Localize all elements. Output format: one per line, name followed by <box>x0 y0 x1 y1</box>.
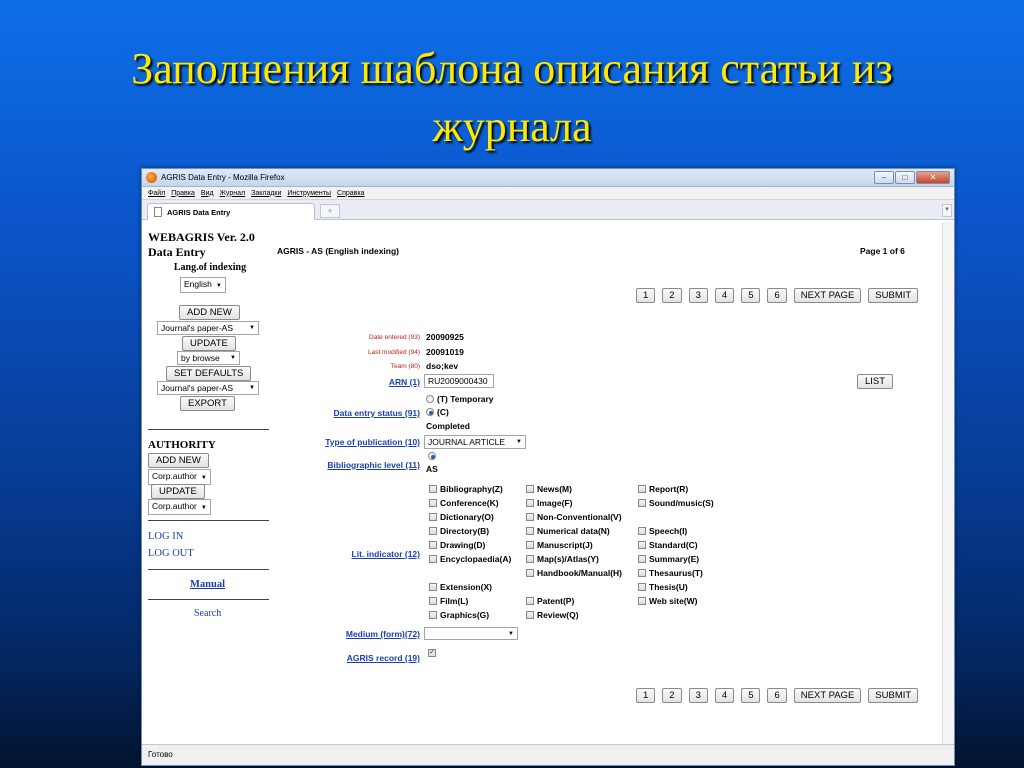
page-navigation-top <box>636 288 918 303</box>
lit-conference[interactable]: Conference(K) <box>429 498 499 508</box>
page-5-button[interactable]: 5 <box>741 288 760 303</box>
main-form <box>270 222 954 743</box>
checkbox[interactable] <box>638 569 646 577</box>
sidebar <box>142 222 270 743</box>
checkbox[interactable] <box>526 611 534 619</box>
arn-input[interactable]: RU2009000430 <box>424 374 494 388</box>
menu-view[interactable]: Вид <box>200 189 214 197</box>
menu-tools[interactable]: Инструменты <box>287 189 332 197</box>
lit-extension[interactable]: Extension(X) <box>429 582 492 592</box>
page-6-button-bottom[interactable]: 6 <box>767 688 786 703</box>
page-6-button[interactable]: 6 <box>767 288 786 303</box>
lit-image[interactable]: Image(F) <box>526 498 572 508</box>
slide-title-line1: Заполнения шаблона описания статьи из <box>131 44 893 93</box>
lang-select[interactable]: English ▼ <box>180 277 226 293</box>
minimize-button[interactable]: – <box>874 171 894 184</box>
bibliographic-level-value: AS <box>426 464 438 474</box>
checkbox[interactable] <box>638 527 646 535</box>
submit-button[interactable]: SUBMIT <box>868 288 918 303</box>
team-value: dso;kev <box>426 361 459 371</box>
type-of-publication-select[interactable]: JOURNAL ARTICLE ▼ <box>424 435 526 449</box>
next-page-button[interactable]: NEXT PAGE <box>794 288 862 303</box>
lit-non-conventional[interactable]: Non-Conventional(V) <box>526 512 622 522</box>
page-1-button-bottom[interactable]: 1 <box>636 688 655 703</box>
vertical-scrollbar[interactable] <box>942 222 954 746</box>
window-titlebar <box>142 169 954 187</box>
medium-form-label[interactable]: Medium (form)(72) <box>345 629 420 639</box>
menu-edit[interactable]: Правка <box>171 189 195 197</box>
page-icon <box>154 207 162 217</box>
update-button[interactable]: UPDATE <box>182 336 236 351</box>
type-of-publication-label[interactable]: Type of publication (10) <box>325 437 420 447</box>
agris-record-label[interactable]: AGRIS record (19) <box>346 653 420 663</box>
menu-bar <box>142 187 954 200</box>
menu-bookmarks[interactable]: Закладки <box>251 189 282 197</box>
browse-select[interactable]: by browse ▼ <box>177 351 240 365</box>
lit-report[interactable]: Report(R) <box>638 484 688 494</box>
checkbox[interactable] <box>429 611 437 619</box>
authority-heading: AUTHORITY <box>148 439 216 451</box>
arn-label[interactable]: ARN (1) <box>388 377 420 387</box>
lit-thesis[interactable]: Thesis(U) <box>638 582 688 592</box>
lit-manuscript[interactable]: Manuscript(J) <box>526 540 593 550</box>
submit-button-bottom[interactable]: SUBMIT <box>868 688 918 703</box>
next-page-button-bottom[interactable]: NEXT PAGE <box>794 688 862 703</box>
checkbox[interactable] <box>429 541 437 549</box>
checkbox[interactable] <box>526 569 534 577</box>
page-5-button-bottom[interactable]: 5 <box>741 688 760 703</box>
page-4-button-bottom[interactable]: 4 <box>715 688 734 703</box>
lit-sound-music[interactable]: Sound/music(S) <box>638 498 714 508</box>
menu-help[interactable]: Справка <box>337 189 365 197</box>
medium-form-select[interactable]: ▼ <box>424 627 518 640</box>
page-1-button[interactable]: 1 <box>636 288 655 303</box>
checkbox[interactable] <box>526 485 534 493</box>
sidebar-divider-3 <box>148 569 269 570</box>
sidebar-divider-4 <box>148 599 269 600</box>
bibliographic-level-label[interactable]: Bibliographic level (11) <box>327 460 420 470</box>
checkbox[interactable] <box>638 499 646 507</box>
radio-temporary[interactable] <box>426 395 434 403</box>
lit-drawing[interactable]: Drawing(D) <box>429 540 485 550</box>
checkbox[interactable] <box>638 583 646 591</box>
last-modified-label: Last modified (94) <box>367 349 420 356</box>
set-defaults-button[interactable]: SET DEFAULTS <box>166 366 251 381</box>
lit-review[interactable]: Review(Q) <box>526 610 579 620</box>
lit-indicator-label[interactable]: Lit. indicator (12) <box>351 549 420 559</box>
checkbox[interactable] <box>429 583 437 591</box>
log-out-link[interactable]: LOG OUT <box>148 548 194 559</box>
lit-handbook-manual[interactable]: Handbook/Manual(H) <box>526 568 622 578</box>
lit-thesaurus[interactable]: Thesaurus(T) <box>638 568 703 578</box>
lit-standard[interactable]: Standard(C) <box>638 540 698 550</box>
page-4-button[interactable]: 4 <box>715 288 734 303</box>
lit-encyclopaedia[interactable]: Encyclopaedia(A) <box>429 554 511 564</box>
date-entered-label: Date entered (93) <box>369 334 420 341</box>
app-subtitle: Data Entry <box>148 245 206 259</box>
last-modified-value: 20091019 <box>426 347 464 357</box>
menu-file[interactable]: Файл <box>148 189 166 197</box>
form-header: AGRIS - AS (English indexing) <box>277 246 399 256</box>
checkbox[interactable] <box>526 499 534 507</box>
checkbox[interactable] <box>638 541 646 549</box>
sidebar-divider-2 <box>148 520 269 521</box>
slide-title-line2: журнала <box>432 102 592 151</box>
new-tab-button[interactable]: + <box>320 204 340 218</box>
lang-label: Lang.of indexing <box>173 262 247 273</box>
tab-list-dropdown[interactable]: ▾ <box>942 204 952 217</box>
team-label: Team (80) <box>390 363 420 370</box>
status-completed-option[interactable]: (C) <box>426 407 449 417</box>
date-entered-value: 20090925 <box>426 332 464 342</box>
browser-window <box>141 168 955 766</box>
checkbox[interactable] <box>429 527 437 535</box>
data-entry-status-label[interactable]: Data entry status (91) <box>333 408 420 418</box>
list-button[interactable]: LIST <box>857 374 893 389</box>
checkbox[interactable] <box>429 555 437 563</box>
log-in-link[interactable]: LOG IN <box>148 531 184 542</box>
lit-summary[interactable]: Summary(E) <box>638 554 699 564</box>
bib-level-radio[interactable] <box>428 452 436 460</box>
authority-select-1[interactable]: Corp.author ▼ <box>148 469 211 485</box>
authority-update-button[interactable]: UPDATE <box>151 484 205 499</box>
agris-record-checkbox[interactable]: ✓ <box>429 649 435 656</box>
lit-dictionary[interactable]: Dictionary(O) <box>429 512 494 522</box>
search-link[interactable]: Search <box>194 608 222 619</box>
status-bar <box>142 744 954 765</box>
checkbox[interactable] <box>526 541 534 549</box>
export-button[interactable]: EXPORT <box>180 396 235 411</box>
lit-directory[interactable]: Directory(B) <box>429 526 489 536</box>
window-title: AGRIS Data Entry - Mozilla Firefox <box>161 173 285 182</box>
status-temporary-option[interactable]: (T) Temporary <box>426 394 494 404</box>
lit-graphics[interactable]: Graphics(G) <box>429 610 489 620</box>
checkbox[interactable] <box>526 513 534 521</box>
tab-label: AGRIS Data Entry <box>167 207 231 217</box>
authority-add-new-button[interactable]: ADD NEW <box>148 453 209 468</box>
checkbox[interactable] <box>429 485 437 493</box>
lit-speech[interactable]: Speech(I) <box>638 526 687 536</box>
manual-link[interactable]: Manual <box>190 579 226 590</box>
page-3-button[interactable]: 3 <box>689 288 708 303</box>
close-button[interactable]: ✕ <box>916 171 950 184</box>
agris-record-checkbox-wrap[interactable] <box>428 645 439 657</box>
lit-news[interactable]: News(M) <box>526 484 572 494</box>
menu-history[interactable]: Журнал <box>219 189 246 197</box>
tab-agris-data-entry[interactable] <box>147 203 315 220</box>
bib-level-radio-wrap[interactable] <box>428 451 439 461</box>
tab-bar <box>142 200 954 220</box>
page-navigation-bottom <box>636 688 918 703</box>
app-title: WEBAGRIS Ver. 2.0 <box>148 230 255 244</box>
checkbox[interactable] <box>526 555 534 563</box>
lit-film[interactable]: Film(L) <box>429 596 468 606</box>
status-text: Готово <box>148 750 173 759</box>
maximize-button[interactable]: □ <box>895 171 915 184</box>
lit-bibliography[interactable]: Bibliography(Z) <box>429 484 503 494</box>
lit-patent[interactable]: Patent(P) <box>526 596 574 606</box>
checkbox[interactable] <box>638 555 646 563</box>
page-2-button-bottom[interactable]: 2 <box>662 688 681 703</box>
lit-maps-atlas[interactable]: Map(s)/Atlas(Y) <box>526 554 599 564</box>
checkbox[interactable] <box>526 597 534 605</box>
page-content <box>142 222 954 743</box>
add-new-button[interactable]: ADD NEW <box>179 305 240 320</box>
lit-numerical-data[interactable]: Numerical data(N) <box>526 526 610 536</box>
page-indicator: Page 1 of 6 <box>860 246 905 256</box>
template-select-2[interactable]: Journal's paper-AS ▼ <box>157 381 259 395</box>
sidebar-divider <box>148 429 269 430</box>
authority-select-2[interactable]: Corp.author ▼ <box>148 499 211 515</box>
slide-title <box>0 40 1024 156</box>
status-completed-text: Completed <box>426 421 470 431</box>
radio-completed[interactable] <box>426 408 434 416</box>
checkbox[interactable] <box>429 597 437 605</box>
checkbox[interactable] <box>526 527 534 535</box>
checkbox[interactable] <box>638 485 646 493</box>
checkbox[interactable] <box>429 499 437 507</box>
page-3-button-bottom[interactable]: 3 <box>689 688 708 703</box>
checkbox[interactable] <box>429 513 437 521</box>
page-2-button[interactable]: 2 <box>662 288 681 303</box>
lit-web-site[interactable]: Web site(W) <box>638 596 697 606</box>
template-select[interactable]: Journal's paper-AS ▼ <box>157 321 259 335</box>
firefox-icon <box>146 172 157 183</box>
checkbox[interactable] <box>638 597 646 605</box>
